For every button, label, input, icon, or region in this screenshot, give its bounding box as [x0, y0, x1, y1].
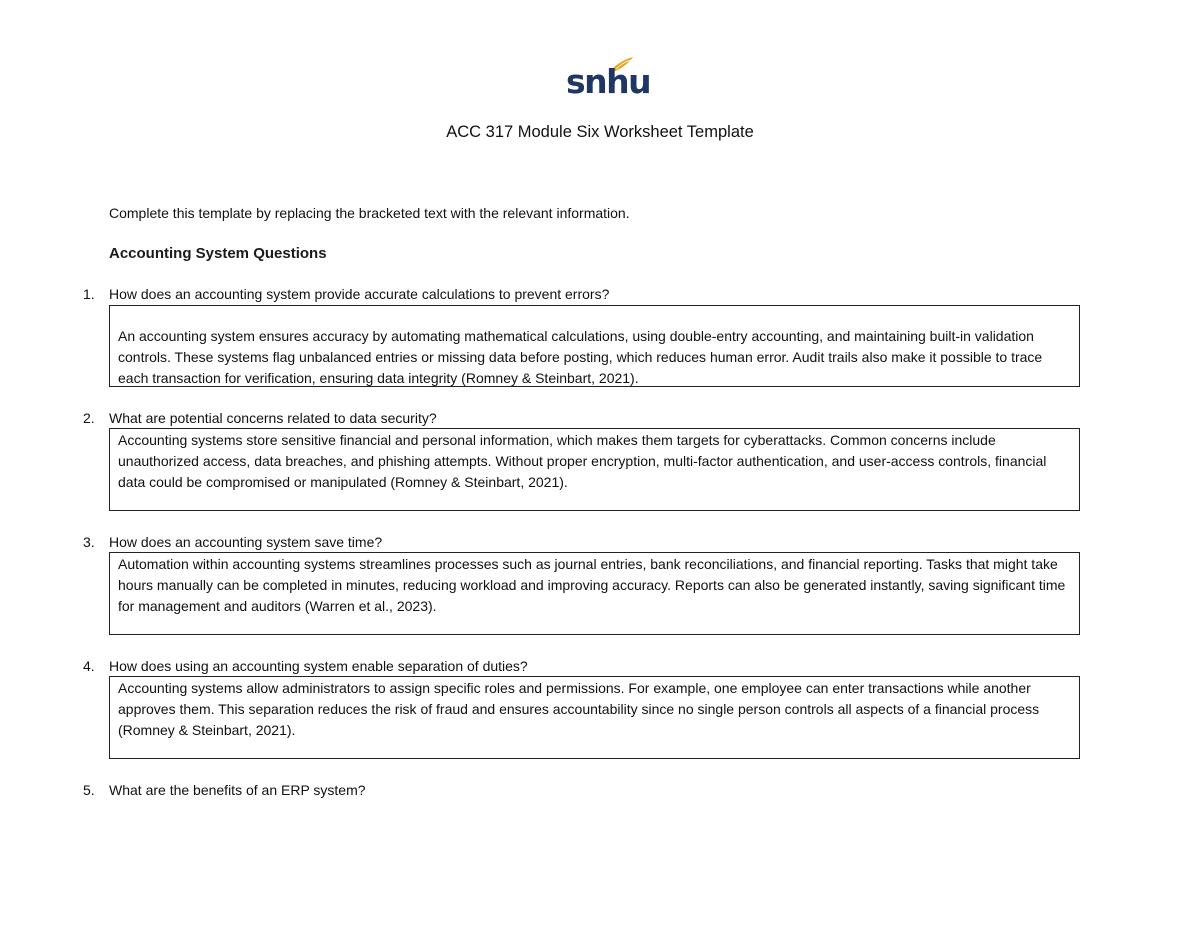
logo-text: snhu: [566, 62, 651, 101]
question-number: 4.: [83, 658, 95, 674]
answer-box-2[interactable]: [109, 428, 1080, 511]
question-text: How does using an accounting system enable separation of duties?: [109, 658, 528, 674]
section-heading: Accounting System Questions: [109, 245, 327, 262]
answer-text: An accounting system ensures accuracy by automating mathematical calculations, using double-entry accounting, and maintaining built-in validation controls. These systems flag unbalanced entries or missing data before posting, which reduces human error. Audit trails also make it possible to trace each transaction for verification, ensuring data integrity (Romney & Steinbart, 2021).: [118, 328, 1043, 386]
question-5: [83, 782, 366, 798]
snhu-logo: [564, 56, 651, 104]
question-number: 2.: [83, 410, 95, 426]
question-number: 3.: [83, 534, 95, 550]
intro-text: Complete this template by replacing the bracketed text with the relevant information.: [109, 205, 630, 221]
answer-box-3[interactable]: [109, 552, 1080, 635]
answer-text: Accounting systems store sensitive financial and personal information, which makes them targets for cyberattacks. Common concerns include unauthorized access, data breaches, and phishing attempts. Without proper encryption, multi-factor authentication, and user-access controls, financial data could be compromised or manipulated (Romney & Steinbart, 2021).: [118, 432, 1047, 490]
question-1: [83, 286, 609, 302]
answer-text: Accounting systems allow administrators to assign specific roles and permissions. For example, one employee can enter transactions while another approves them. This separation reduces the risk of fraud and ensures accountability since no single person controls all aspects of a financial process (Romney & Steinbart, 2021).: [118, 680, 1040, 738]
question-number: 1.: [83, 286, 95, 302]
question-number: 5.: [83, 782, 95, 798]
question-4: [83, 658, 528, 674]
question-text: How does an accounting system save time?: [109, 534, 383, 550]
question-3: [83, 534, 382, 550]
page-title: ACC 317 Module Six Worksheet Template: [446, 123, 754, 141]
answer-text: Automation within accounting systems streamlines processes such as journal entries, bank reconciliations, and financial reporting. Tasks that might take hours manually can be completed in minutes, reducing workload and improving accuracy. Reports can also be generated instantly, saving significant time for management and auditors (Warren et al., 2023).: [118, 556, 1066, 614]
question-text: What are potential concerns related to data security?: [109, 410, 437, 426]
question-2: [83, 410, 437, 426]
question-text: How does an accounting system provide accurate calculations to prevent errors?: [109, 286, 610, 302]
answer-box-4[interactable]: [109, 676, 1080, 759]
answer-box-1[interactable]: [109, 305, 1080, 387]
question-text: What are the benefits of an ERP system?: [109, 782, 366, 798]
